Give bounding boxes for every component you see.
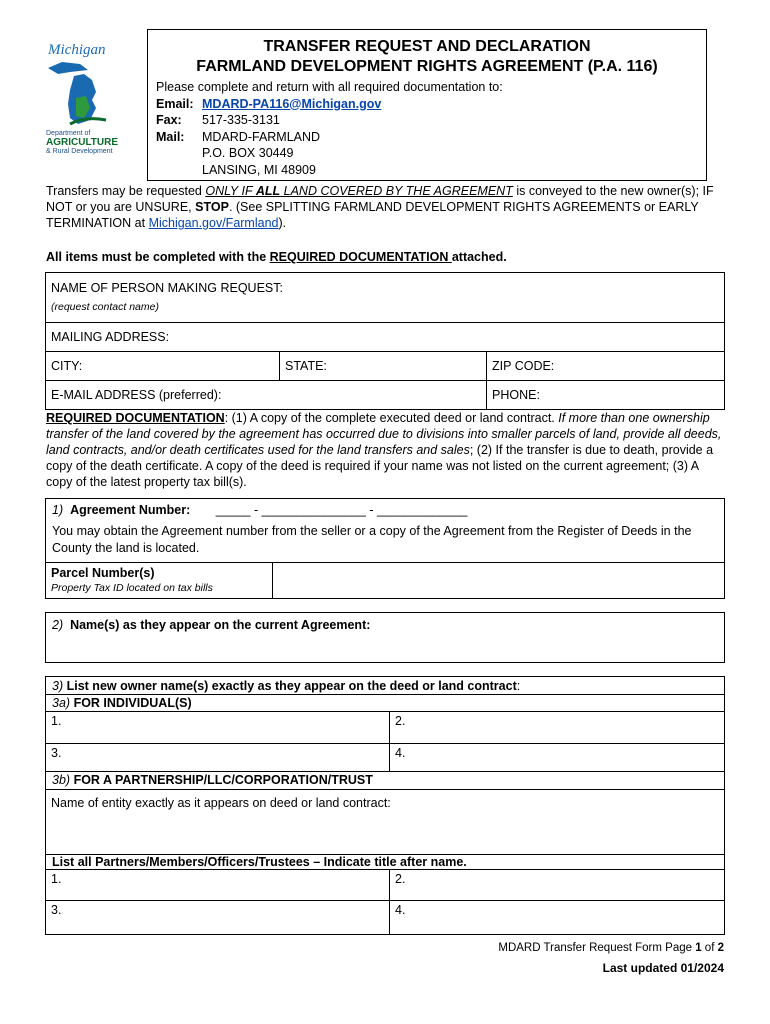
agreement-number-row — [52, 503, 467, 517]
intro-text: Transfers may be requested — [46, 184, 206, 198]
partners-header — [52, 855, 467, 869]
state-field[interactable] — [279, 351, 487, 381]
individuals-label: FOR INDIVIDUAL(S) — [73, 696, 192, 710]
intro-stop: STOP — [195, 200, 229, 214]
email-link[interactable]: MDARD-PA116@Michigan.gov — [202, 96, 382, 111]
mail-label: Mail: — [156, 129, 185, 144]
section2-number: 2) — [52, 618, 64, 632]
partner-4-num: 4. — [395, 903, 406, 917]
footer-page: 1 — [695, 942, 702, 954]
intro-land-covered: LAND COVERED BY THE AGREEMENT — [280, 184, 513, 198]
individual-owner-3[interactable] — [45, 743, 390, 772]
fax-label: Fax: — [156, 113, 182, 127]
state-label: STATE: — [285, 359, 327, 373]
footer-form-name: MDARD Transfer Request Form Page — [498, 942, 696, 954]
partner-3-num: 3. — [51, 903, 62, 917]
entity-header — [52, 773, 373, 787]
mailing-address-label: MAILING ADDRESS: — [51, 330, 170, 344]
intro-all: ALL — [255, 184, 281, 198]
parcel-number-label-cell — [45, 562, 273, 599]
partner-2-num: 2. — [395, 872, 406, 886]
last-updated: Last updated 01/2024 — [602, 961, 724, 975]
city-label: CITY: — [51, 359, 83, 373]
all-items-note — [46, 249, 716, 265]
required-doc-text-2: If more than one ownership transfer of the land covered by the agreement has occurred due to divisions into smaller parcels of land, provide all deeds, land contracts, and/or death certificates used for the land transfers and sales — [46, 411, 722, 457]
header-box — [147, 29, 707, 181]
parcel-number-input[interactable] — [272, 562, 725, 599]
footer-of: of — [701, 942, 718, 954]
mailing-address-field[interactable] — [45, 322, 725, 352]
email-field[interactable] — [45, 380, 487, 410]
individuals-header — [52, 696, 192, 710]
individual-3-num: 3. — [51, 746, 62, 760]
current-names-label: Name(s) as they appear on the current Agreement: — [70, 618, 371, 632]
zip-field[interactable] — [486, 351, 725, 381]
agreement-number-label: Agreement Number: — [70, 503, 191, 517]
form-title: TRANSFER REQUEST AND DECLARATION — [263, 38, 591, 55]
partner-3[interactable] — [45, 900, 390, 935]
zip-label: ZIP CODE: — [492, 359, 555, 373]
logo-dept-line2: & Rural Development — [46, 148, 113, 155]
new-owners-label-row: 3) List new owner name(s) exactly as they appear on the deed or land contract: — [52, 679, 521, 693]
mdard-logo — [40, 40, 118, 160]
sub-b-number: 3b) — [52, 773, 71, 787]
partner-1-num: 1. — [51, 872, 62, 886]
individual-owner-2[interactable] — [389, 711, 725, 744]
phone-field[interactable] — [486, 380, 725, 410]
page-footer — [498, 942, 724, 954]
all-items-required-doc: REQUIRED DOCUMENTATION — [269, 250, 452, 264]
email-label: Email: — [156, 96, 194, 111]
city-field[interactable] — [45, 351, 280, 381]
entity-label: FOR A PARTNERSHIP/LLC/CORPORATION/TRUST — [73, 773, 373, 787]
required-documentation — [46, 410, 726, 490]
entity-name-label: Name of entity exactly as it appears on deed or land contract: — [51, 796, 391, 810]
section1-number: 1) — [52, 503, 64, 517]
transfer-intro — [46, 183, 716, 231]
instructions-text: Please complete and return with all required documentation to: — [156, 80, 503, 94]
required-doc-label: REQUIRED DOCUMENTATION — [46, 411, 225, 425]
mail-line3: LANSING, MI 48909 — [202, 162, 316, 177]
logo-department-text — [46, 130, 118, 156]
requester-name-label: NAME OF PERSON MAKING REQUEST: — [51, 281, 283, 295]
michigan-map-icon — [40, 58, 118, 130]
phone-label: PHONE: — [492, 388, 540, 402]
farmland-link[interactable]: Michigan.gov/Farmland — [148, 216, 279, 230]
parcel-number-label: Parcel Number(s) — [51, 566, 155, 580]
entity-name-field[interactable] — [45, 789, 725, 855]
individual-4-num: 4. — [395, 746, 406, 760]
all-items-attached: attached. — [451, 250, 507, 264]
current-names-label-row — [52, 618, 370, 632]
intro-text-2: is conveyed to the new owner(s); IF NOT or you are UNSURE, — [46, 184, 714, 214]
footer-total: 2 — [717, 942, 724, 954]
intro-text-3: . (See SPLITTING FARMLAND DEVELOPMENT RIGHTS AGREEMENTS or EARLY TERMINATION at — [46, 200, 699, 230]
mail-line1: MDARD-FARMLAND — [202, 129, 321, 144]
parcel-number-hint: Property Tax ID located on tax bills — [51, 582, 213, 594]
requester-name-hint: (request contact name) — [51, 301, 159, 313]
partners-label: List all Partners/Members/Officers/Trustees – Indicate title after name. — [52, 855, 467, 869]
form-subtitle: FARMLAND DEVELOPMENT RIGHTS AGREEMENT (P.A. 116) — [196, 58, 658, 75]
individual-owner-4[interactable] — [389, 743, 725, 772]
logo-dept-name: AGRICULTURE — [46, 137, 119, 148]
individual-owner-1[interactable] — [45, 711, 390, 744]
partner-1[interactable] — [45, 869, 390, 901]
fax-number: 517-335-3131 — [202, 113, 280, 127]
mail-line2: P.O. BOX 30449 — [202, 146, 294, 160]
section3-number: 3) — [52, 679, 64, 693]
required-doc-text-1: : (1) A copy of the complete executed deed or land contract. — [224, 411, 559, 425]
agreement-number-input[interactable]: _____ - _______________ - _____________ — [215, 503, 468, 517]
logo-state-name: Michigan — [48, 42, 106, 58]
partner-2[interactable] — [389, 869, 725, 901]
individual-2-num: 2. — [395, 714, 406, 728]
partner-4[interactable] — [389, 900, 725, 935]
agreement-number-note: You may obtain the Agreement number from the seller or a copy of the Agreement from the Register of Deeds in the County the land is located. — [52, 524, 692, 555]
intro-text-4: ). — [278, 216, 287, 230]
all-items-text: All items must be completed with the — [46, 250, 270, 264]
contact-email-label: E-MAIL ADDRESS (preferred): — [51, 388, 222, 402]
individual-1-num: 1. — [51, 714, 62, 728]
required-doc-text-3: ; (2) If the transfer is due to death, provide a copy of the death certificate. A copy of the deed is required if your name was not listed on the current agreement; (3) A copy of the latest property tax bill(s). — [46, 443, 714, 489]
divider — [45, 694, 725, 695]
requester-name-field[interactable] — [45, 272, 725, 323]
return-instructions — [156, 79, 503, 178]
logo-dept-line1: Department of — [46, 130, 91, 137]
new-owners-label: List new owner name(s) exactly as they appear on the deed or land contract — [66, 679, 517, 693]
sub-a-number: 3a) — [52, 696, 71, 710]
intro-only-if: ONLY IF — [205, 184, 256, 198]
